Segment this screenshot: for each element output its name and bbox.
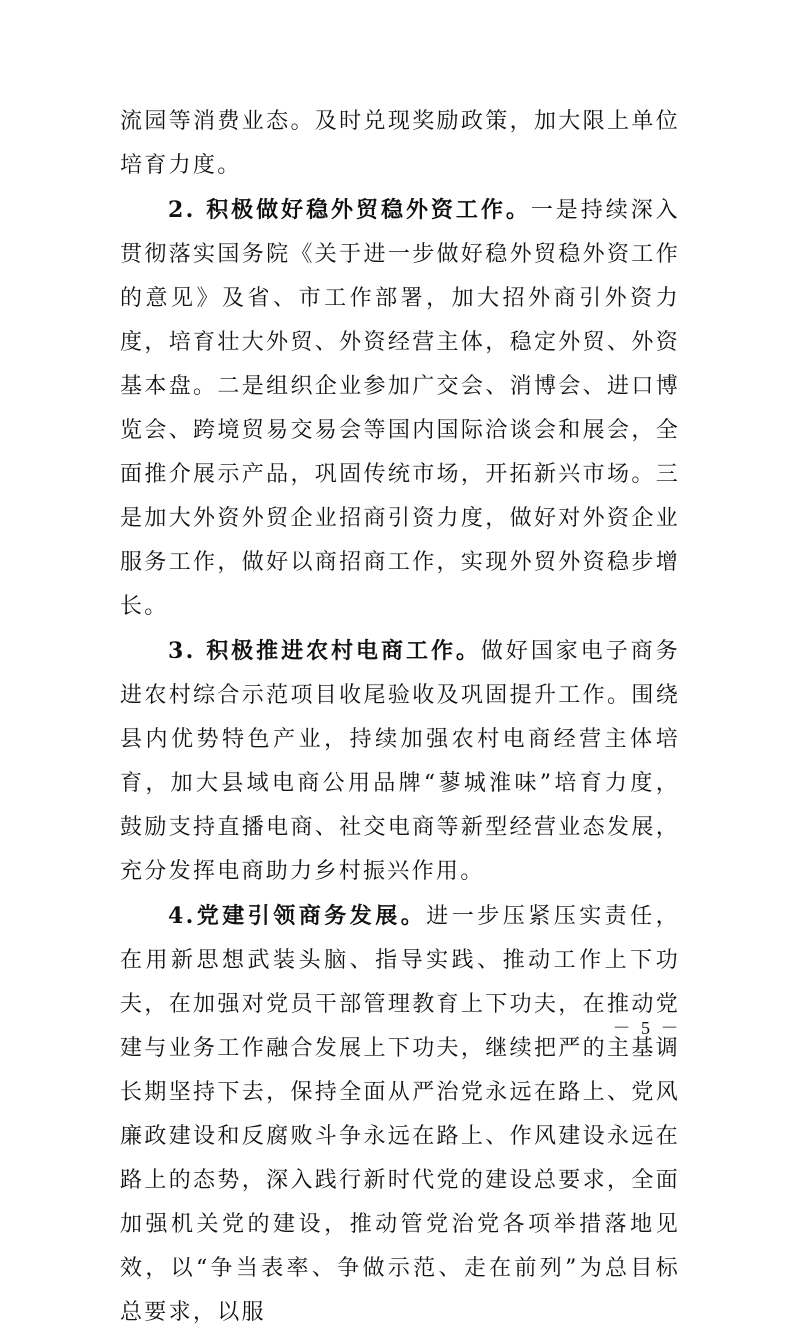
- section-body-4: 进一步压紧压实责任，在用新思想武装头脑、指导实践、推动工作上下功夫，在加强对党员干部管理教育上下功夫，在推动党建与业务工作融合发展上下功夫，继续把严的主基调长期坚持下去，保持全面从严治党永远在路上、党风廉政建设和反腐败斗争永远在路上、作风建设永远在路上的态势，深入践行新时代党的建设总要求，全面加强机关党的建设，推动管党治党各项举措落地见效，以“争当表率、争做示范、走在前列”为总目标总要求，以服: [120, 904, 680, 1325]
- section-paragraph-2: [120, 188, 680, 629]
- section-body-2: 一是持续深入贯彻落实国务院《关于进一步做好稳外贸稳外资工作的意见》及省、市工作部署，加大招外商引外资力度，培育壮大外贸、外资经营主体，稳定外贸、外资基本盘。二是组织企业参加广交会、消博会、进口博览会、跨境贸易交易会等国内国际洽谈会和展会，全面推介展示产品，巩固传统市场，开拓新兴市场。三是加大外资外贸企业招商引资力度，做好对外资企业服务工作，做好以商招商工作，实现外贸外资稳步增长。: [120, 198, 680, 619]
- intro-paragraph: [120, 100, 680, 188]
- section-heading-2: 2. 积极做好稳外贸稳外资工作。: [168, 197, 531, 223]
- section-body-3: 做好国家电子商务进农村综合示范项目收尾验收及巩固提升工作。围绕县内优势特色产业，持续加强农村电商经营主体培育，加大县域电商公用品牌“蓼城淮味”培育力度，鼓励支持直播电商、社交电商等新型经营业态发展，充分发挥电商助力乡村振兴作用。: [120, 639, 680, 884]
- intro-text: 流园等消费业态。及时兑现奖励政策，加大限上单位培育力度。: [120, 109, 680, 178]
- page-number: － 5 －: [612, 1018, 682, 1038]
- document-page: [120, 100, 680, 1335]
- section-paragraph-3: [120, 629, 680, 894]
- section-paragraph-4: [120, 894, 680, 1335]
- section-heading-4: 4.党建引领商务发展。: [168, 903, 427, 929]
- section-heading-3: 3. 积极推进农村电商工作。: [168, 638, 481, 664]
